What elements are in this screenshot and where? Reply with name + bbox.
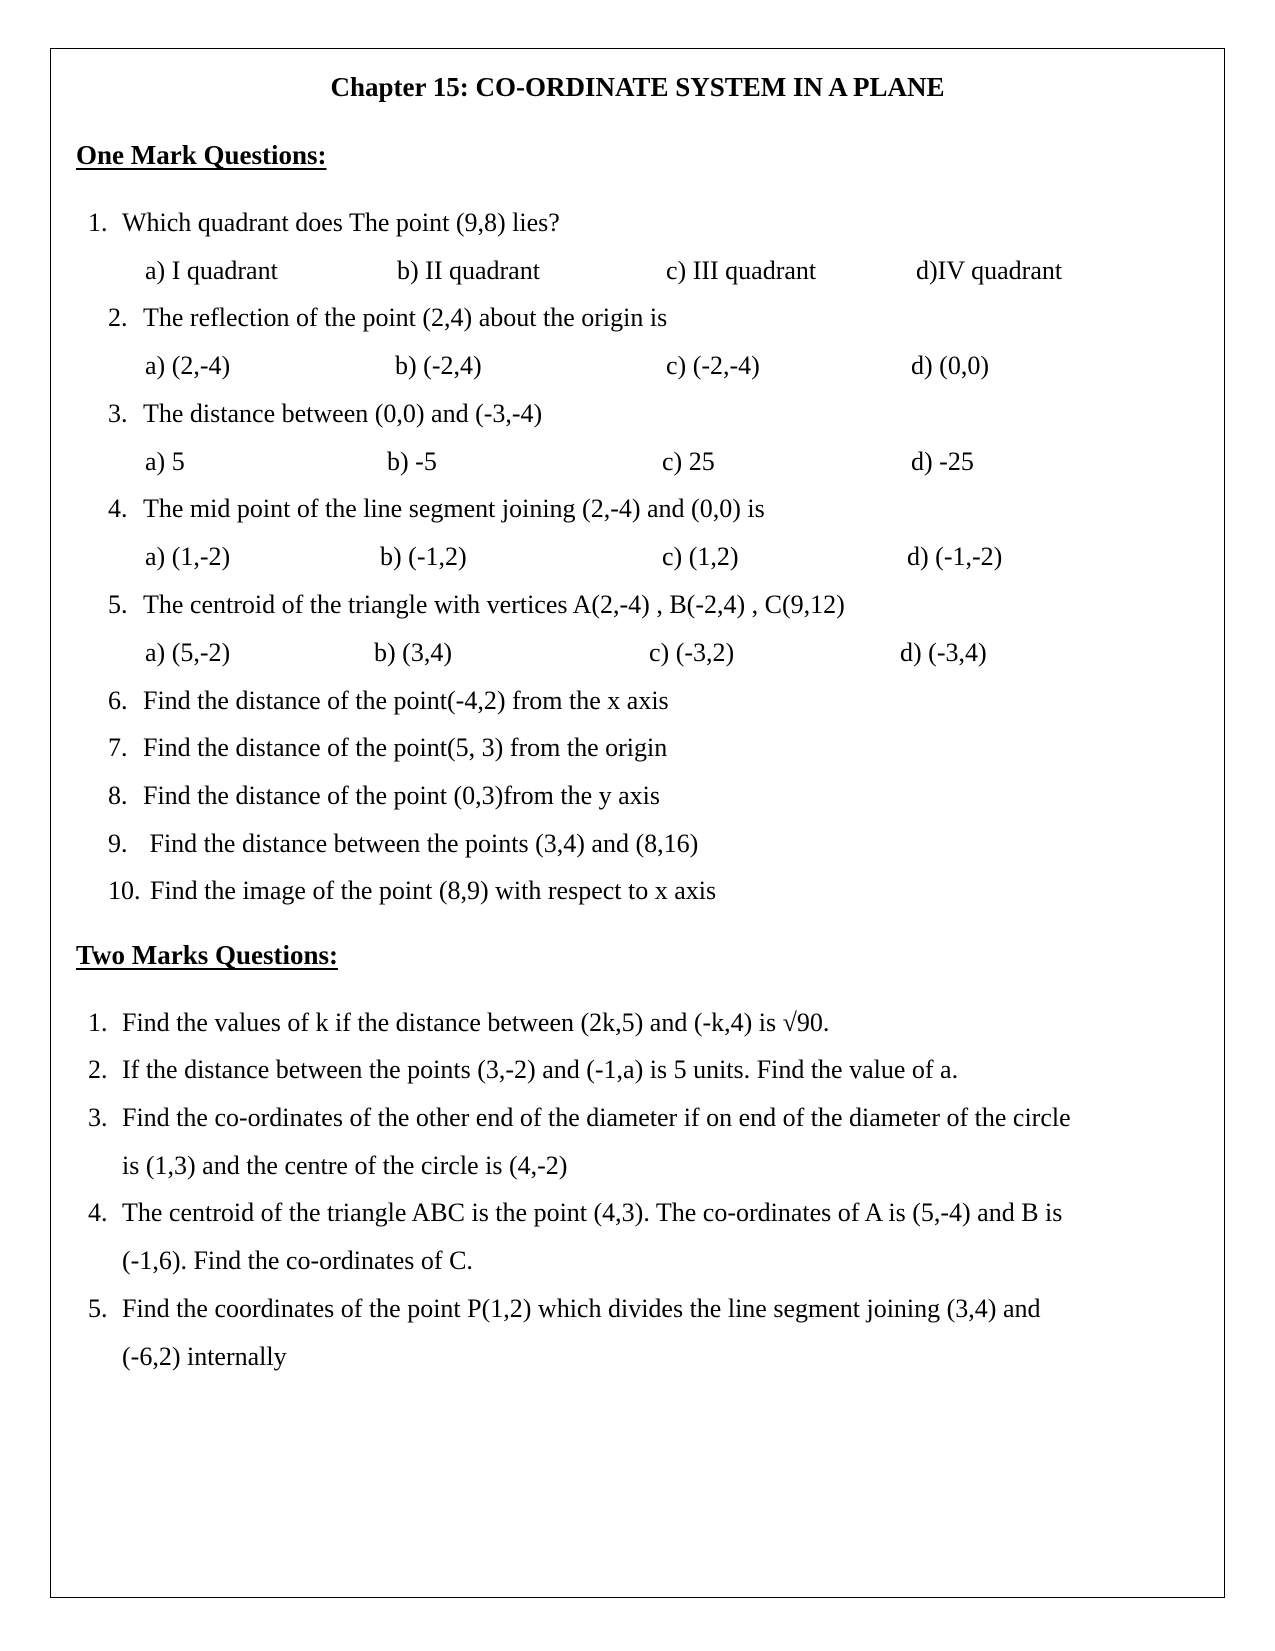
option-a: a) (2,-4) — [145, 351, 231, 380]
question-6 — [108, 686, 669, 716]
question-number: 8. — [108, 781, 128, 810]
question-1 — [88, 208, 560, 238]
option-b: b) II quadrant — [397, 256, 540, 285]
question-text: Find the distance of the point(5, 3) from the origin — [143, 733, 668, 762]
option-a: a) (5,-2) — [145, 638, 231, 667]
question-text: Which quadrant does The point (9,8) lies? — [122, 208, 560, 237]
question-text: Find the distance between the points (3,4) and (8,16) — [143, 829, 699, 858]
question-text: If the distance between the points (3,-2) and (-1,a) is 5 units. Find the value of a. — [122, 1055, 959, 1084]
question-8 — [108, 781, 660, 811]
option-c: c) (-2,-4) — [666, 351, 760, 380]
two-mark-question-1 — [88, 1008, 829, 1038]
question-number: 4. — [88, 1198, 108, 1227]
option-d: d) (-3,4) — [900, 638, 987, 667]
question-text: Find the distance of the point(-4,2) from the x axis — [143, 686, 669, 715]
question-2 — [108, 303, 667, 333]
question-text: Find the distance of the point (0,3)from the y axis — [143, 781, 661, 810]
question-number: 10. — [108, 876, 141, 905]
question-number: 5. — [108, 590, 128, 619]
option-d: d) -25 — [911, 447, 974, 476]
two-mark-question-3-continued: is (1,3) and the centre of the circle is (4,-2) — [122, 1151, 568, 1180]
question-number: 2. — [88, 1055, 108, 1084]
question-number: 3. — [108, 399, 128, 428]
question-10 — [108, 876, 716, 906]
question-text: The centroid of the triangle ABC is the point (4,3). The co-ordinates of A is (5,-4) and B is — [122, 1198, 1063, 1227]
two-mark-question-3 — [88, 1103, 1071, 1133]
question-number: 1. — [88, 208, 108, 237]
question-text: Find the co-ordinates of the other end of the diameter if on end of the diameter of the circle — [122, 1103, 1071, 1132]
question-3 — [108, 399, 542, 429]
option-b: b) (-1,2) — [380, 542, 467, 571]
option-a: a) I quadrant — [145, 256, 278, 285]
question-number: 4. — [108, 494, 128, 523]
question-4 — [108, 494, 765, 524]
two-mark-question-4 — [88, 1198, 1062, 1228]
option-c: c) (-3,2) — [649, 638, 735, 667]
two-mark-question-4-continued: (-1,6). Find the co-ordinates of C. — [122, 1246, 473, 1275]
question-9 — [108, 829, 698, 859]
option-a: a) (1,-2) — [145, 542, 231, 571]
two-mark-question-5 — [88, 1294, 1041, 1324]
page-title: Chapter 15: CO-ORDINATE SYSTEM IN A PLANE — [330, 72, 945, 102]
question-text: The mid point of the line segment joining (2,-4) and (0,0) is — [143, 494, 765, 523]
section-heading-two-marks: Two Marks Questions: — [76, 940, 339, 970]
option-a: a) 5 — [145, 447, 185, 476]
question-text: Find the coordinates of the point P(1,2) which divides the line segment joining (3,4) and — [122, 1294, 1041, 1323]
option-c: c) 25 — [662, 447, 715, 476]
two-mark-question-5-continued: (-6,2) internally — [122, 1342, 287, 1371]
question-number: 6. — [108, 686, 128, 715]
question-number: 5. — [88, 1294, 108, 1323]
option-b: b) (-2,4) — [395, 351, 482, 380]
question-5 — [108, 590, 845, 620]
question-number: 9. — [108, 829, 128, 858]
question-text: Find the values of k if the distance between (2k,5) and (-k,4) is √90. — [122, 1008, 830, 1037]
question-number: 7. — [108, 733, 128, 762]
section-heading-one-mark: One Mark Questions: — [76, 140, 327, 170]
question-text: The centroid of the triangle with vertices A(2,-4) , B(-2,4) , C(9,12) — [143, 590, 845, 619]
question-number: 2. — [108, 303, 128, 332]
option-b: b) -5 — [387, 447, 437, 476]
option-b: b) (3,4) — [374, 638, 452, 667]
question-number: 3. — [88, 1103, 108, 1132]
option-c: c) III quadrant — [666, 256, 817, 285]
option-d: d)IV quadrant — [916, 256, 1063, 285]
option-d: d) (0,0) — [911, 351, 989, 380]
question-text: The reflection of the point (2,4) about the origin is — [143, 303, 668, 332]
question-text: The distance between (0,0) and (-3,-4) — [143, 399, 543, 428]
question-text: Find the image of the point (8,9) with respect to x axis — [150, 876, 717, 905]
question-number: 1. — [88, 1008, 108, 1037]
option-d: d) (-1,-2) — [907, 542, 1003, 571]
option-c: c) (1,2) — [662, 542, 739, 571]
two-mark-question-2 — [88, 1055, 958, 1085]
question-7 — [108, 733, 667, 763]
